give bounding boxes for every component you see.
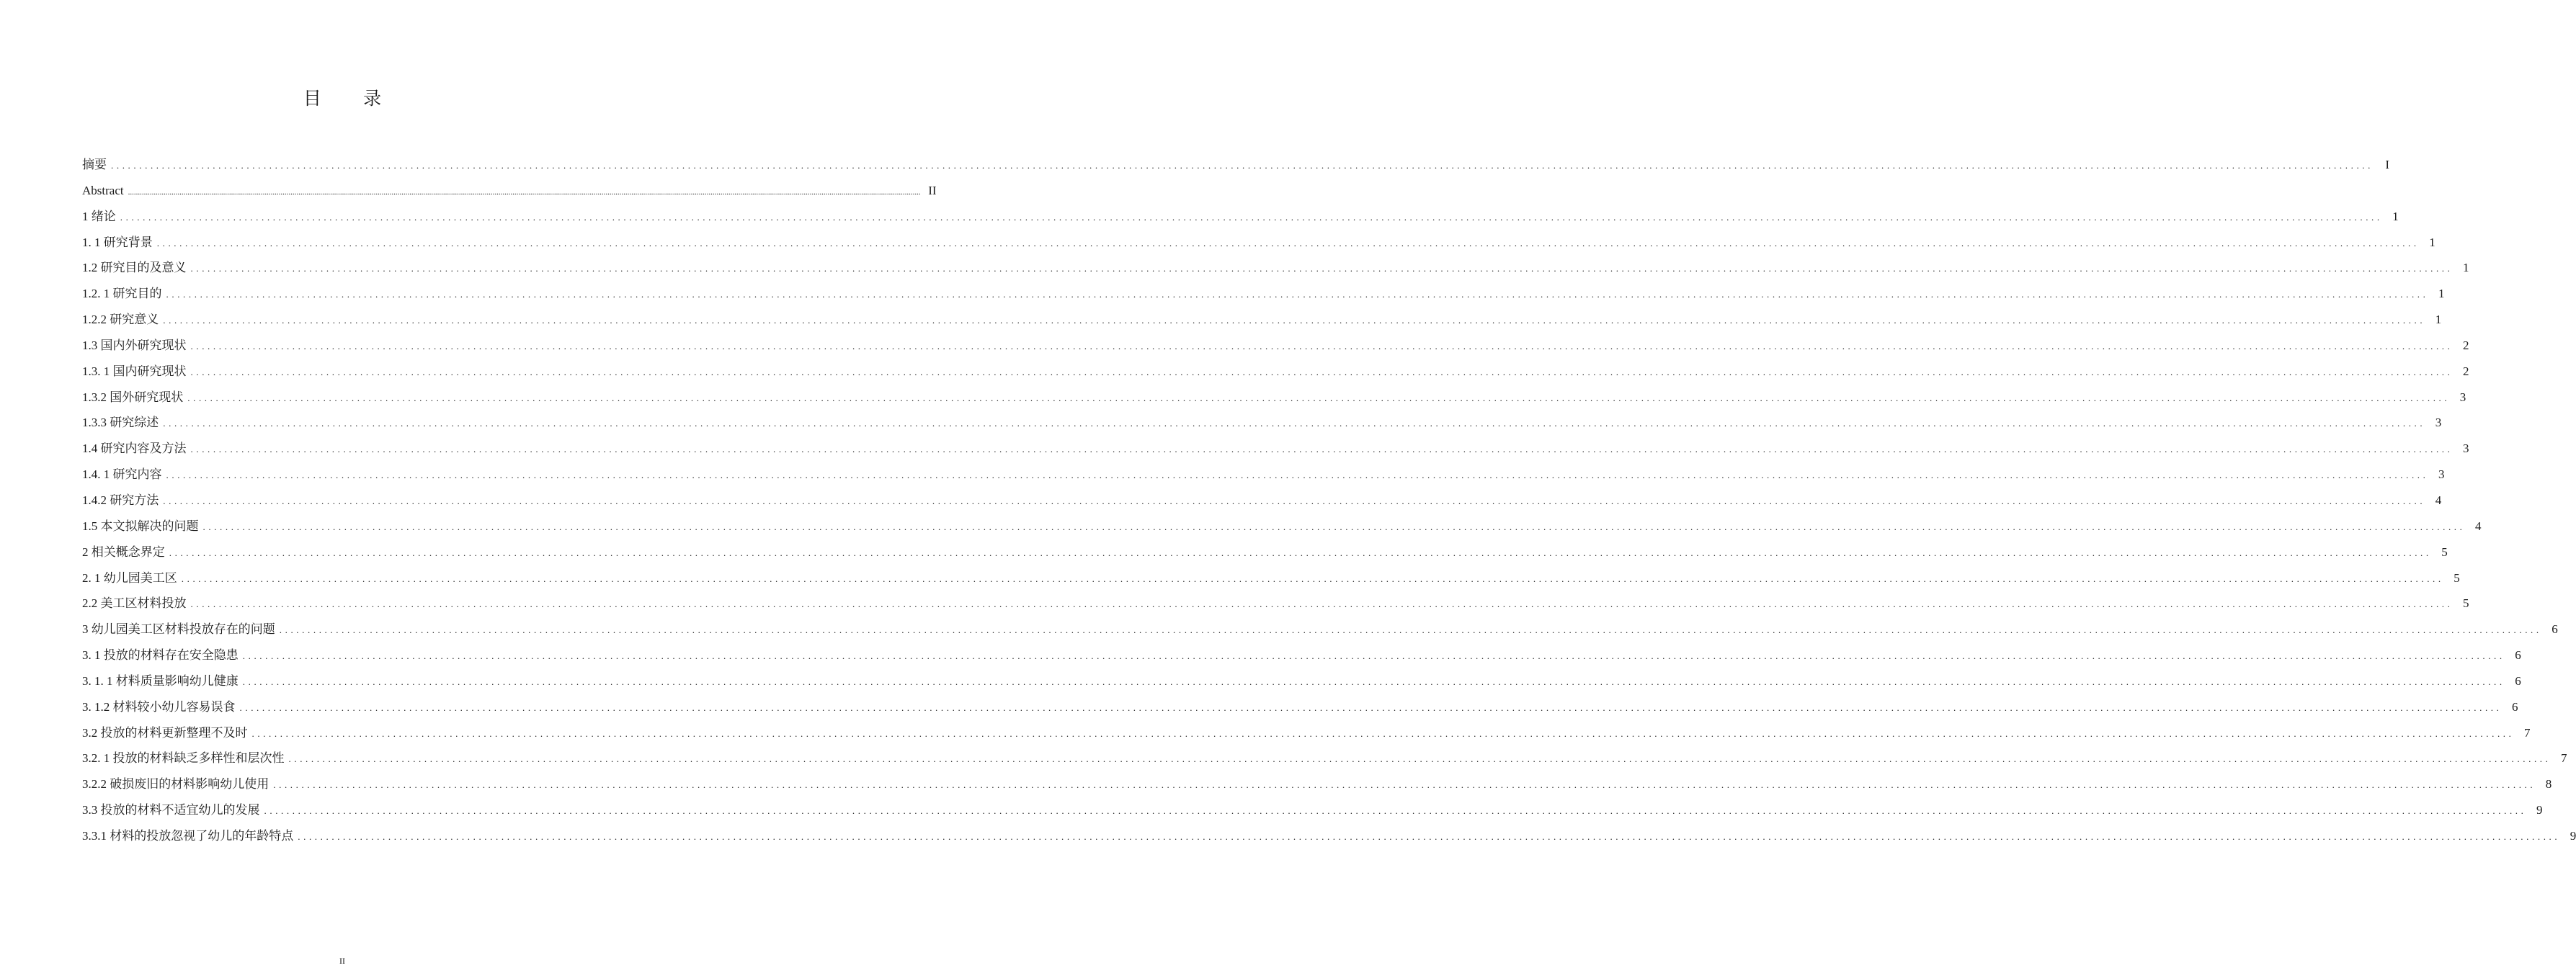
toc-entry[interactable] xyxy=(82,720,2531,746)
toc-entry[interactable] xyxy=(82,539,2448,565)
toc-entry[interactable] xyxy=(82,359,2469,385)
toc-entry-label: 3. 1 投放的材料存在安全隐患 xyxy=(82,648,239,663)
toc-entry-label: 3.3.1 材料的投放忽视了幼儿的年龄特点 xyxy=(82,828,294,843)
toc-entry-page: II xyxy=(928,183,937,197)
toc-dot-leader: ................................................................................................................................................................................................................................................................................................................................................................................................................ xyxy=(251,727,2515,739)
toc-entry[interactable] xyxy=(82,668,2521,694)
toc-entry-label: 3.2 投放的材料更新整理不及时 xyxy=(82,725,248,740)
toc-entry-page: 7 xyxy=(2561,751,2567,766)
toc-dot-leader: ................................................................................................................................................................................................................................................................................................................................................................................................................ xyxy=(273,779,2536,791)
toc-entry-label: 1.2.2 研究意义 xyxy=(82,313,159,327)
toc-entry-page: 1 xyxy=(2429,235,2435,249)
toc-entry-label: 1.3. 1 国内研究现状 xyxy=(82,364,187,378)
toc-entry-label: 1.2 研究目的及意义 xyxy=(82,261,187,275)
toc-entry-page: 6 xyxy=(2515,673,2521,688)
toc-dot-leader: ................................................................................................................................................................................................................................................................................................................................................................................................................ xyxy=(190,366,2454,377)
toc-entry-label: 1.5 本文拟解决的问题 xyxy=(82,519,199,533)
toc-entry[interactable] xyxy=(82,745,2567,771)
toc-entry-page: 6 xyxy=(2515,648,2521,663)
toc-dot-leader: ................................................................................................................................................................................................................................................................................................................................................................................................................ xyxy=(163,495,2426,506)
toc-entry[interactable] xyxy=(82,694,2518,720)
toc-entry-label: 1 绪论 xyxy=(82,209,116,223)
toc-entry[interactable] xyxy=(82,178,937,204)
toc-entry-label: 1.3.2 国外研究现状 xyxy=(82,390,184,404)
toc-entry-page: 3 xyxy=(2463,442,2469,456)
toc-entry-label: 1.2. 1 研究目的 xyxy=(82,287,162,301)
toc-entry[interactable] xyxy=(82,281,2445,307)
toc-entry[interactable] xyxy=(82,617,2558,642)
toc-entry-page: 5 xyxy=(2454,570,2460,585)
toc-entry[interactable] xyxy=(82,797,2543,823)
toc-entry-page: 6 xyxy=(2512,699,2518,714)
toc-entry-page: 3 xyxy=(2435,416,2442,430)
toc-entry-page: I xyxy=(2385,158,2389,171)
toc-entry-label: 2. 1 幼儿园美工区 xyxy=(82,570,177,585)
toc-dot-leader: ................................................................................................................................................................................................................................................................................................................................................................................................................ xyxy=(120,211,2383,223)
toc-entry-label: 3.2. 1 投放的材料缺乏多样性和层次性 xyxy=(82,751,285,766)
toc-entry-label: 3 幼儿园美工区材料投放存在的问题 xyxy=(82,622,275,637)
table-of-contents xyxy=(82,152,2576,849)
toc-dot-leader: ................................................................................................................................................................................................................................................................................................................................................................................................................ xyxy=(288,753,2552,765)
toc-dot-leader: ................................................................................................................................................................................................................................................................................................................................................................................................................ xyxy=(298,830,2561,842)
toc-entry-label: 1.4.2 研究方法 xyxy=(82,493,159,507)
toc-dot-leader: ................................................................................................................................................................................................................................................................................................................................................................................................................ xyxy=(166,470,2429,481)
toc-entry[interactable] xyxy=(82,771,2552,797)
toc-entry[interactable] xyxy=(82,565,2460,591)
toc-dot-leader: ................................................................................................................................................................................................................................................................................................................................................................................................................ xyxy=(264,805,2527,817)
toc-entry-page: 8 xyxy=(2545,777,2552,792)
toc-entry-label: 3. 1. 1 材料质量影响幼儿健康 xyxy=(82,673,239,688)
toc-dot-leader: ................................................................................................................................................................................................................................................................................................................................................................................................................ xyxy=(163,315,2426,326)
toc-entry-page: 1 xyxy=(2463,261,2469,275)
toc-dot-leader: ................................................................................................................................................................................................................................................................................................................................................................................................................ xyxy=(279,624,2542,636)
toc-entry-label: 1.4 研究内容及方法 xyxy=(82,442,187,456)
toc-entry-page: 5 xyxy=(2463,596,2469,611)
toc-entry-page: 3 xyxy=(2438,467,2445,482)
toc-entry[interactable] xyxy=(82,333,2469,359)
toc-entry[interactable] xyxy=(82,204,2399,230)
toc-entry[interactable] xyxy=(82,230,2435,256)
toc-dot-leader: ................................................................................................................................................................................................................................................................................................................................................................................................................ xyxy=(156,237,2420,248)
toc-entry-page: 1 xyxy=(2438,287,2445,301)
toc-entry[interactable] xyxy=(82,255,2469,281)
toc-entry-label: 3. 1.2 材料较小幼儿容易误食 xyxy=(82,699,236,714)
toc-entry-label: 3.3 投放的材料不适宜幼儿的发展 xyxy=(82,803,260,817)
toc-entry[interactable] xyxy=(82,591,2469,617)
toc-entry-page: 1 xyxy=(2435,313,2442,327)
toc-entry-label: 3.2.2 破损废旧的材料影响幼儿使用 xyxy=(82,777,269,792)
toc-dot-leader: ................................................................................................................................................................................................................................................................................................................................................................................................................ xyxy=(242,650,2505,662)
toc-dot-leader: ................................................................................................................................................................................................................................................................................................................................................................................................................ xyxy=(242,676,2505,687)
page-number: II xyxy=(339,956,345,966)
toc-dot-leader: ................................................................................................................................................................................................................................................................................................................................................................................................................ xyxy=(239,702,2503,713)
toc-entry-page: 7 xyxy=(2524,725,2531,740)
toc-dot-leader: ................................................................................................................................................................................................................................................................................................................................................................................................................ xyxy=(190,444,2454,455)
toc-entry-page: 5 xyxy=(2441,544,2448,559)
toc-dot-leader: ................................................................................................................................................................................................................................................................................................................................................................................................................ xyxy=(111,160,2374,171)
toc-entry-page: 9 xyxy=(2536,803,2543,817)
toc-entry-label: 摘要 xyxy=(82,158,107,171)
toc-entry[interactable] xyxy=(82,462,2445,488)
toc-entry-label: 1.3.3 研究综述 xyxy=(82,416,159,430)
toc-dot-leader: ................................................................................................................................................................................................................................................................................................................................................................................................................ xyxy=(190,340,2454,351)
toc-entry[interactable] xyxy=(82,488,2442,514)
toc-dot-leader: ................................................................................................................................................................................................................................................................................................................................................................................................................ xyxy=(190,599,2454,610)
toc-entry[interactable] xyxy=(82,385,2466,411)
toc-dot-leader: ................................................................................................................................................................................................................................................................................................................................................................................................................ xyxy=(202,521,2466,532)
toc-entry-page: 4 xyxy=(2435,493,2442,507)
toc-entry[interactable] xyxy=(82,307,2442,333)
toc-entry[interactable] xyxy=(82,152,2389,178)
toc-entry[interactable] xyxy=(82,642,2521,668)
toc-entry[interactable] xyxy=(82,823,2576,849)
toc-entry-label: 1.3 国内外研究现状 xyxy=(82,338,187,352)
toc-entry[interactable] xyxy=(82,514,2482,539)
toc-dot-leader: ................................................................................................................................................................................................................................................................................................................................................................................................................ xyxy=(181,573,2444,584)
toc-entry-label: 2.2 美工区材料投放 xyxy=(82,596,187,611)
toc-dot-leader: ................................................................................................................................................................................................................................................................................................................................................................................................................ xyxy=(187,392,2451,403)
toc-entry-page: 4 xyxy=(2475,519,2482,533)
toc-entry-page: 3 xyxy=(2459,390,2466,404)
toc-dot-leader: ................................................................................................................................................................................................................................................................................................................................................................................................................ xyxy=(169,547,2432,558)
toc-entry-label: 2 相关概念界定 xyxy=(82,544,165,559)
toc-entry-page: 9 xyxy=(2570,828,2576,843)
toc-entry-page: 6 xyxy=(2552,622,2558,637)
toc-entry-label: Abstract xyxy=(82,183,124,197)
toc-dot-leader: ................................................................................................................................................................................................................................................................................................................................................................................................................ xyxy=(128,187,921,197)
toc-dot-leader: ................................................................................................................................................................................................................................................................................................................................................................................................................ xyxy=(163,418,2426,429)
toc-entry-label: 1.4. 1 研究内容 xyxy=(82,467,162,482)
toc-entry[interactable] xyxy=(82,410,2442,436)
toc-dot-leader: ................................................................................................................................................................................................................................................................................................................................................................................................................ xyxy=(166,289,2429,300)
toc-entry-page: 2 xyxy=(2463,338,2469,352)
toc-entry-label: 1. 1 研究背景 xyxy=(82,235,153,249)
toc-entry-page: 1 xyxy=(2392,209,2399,223)
toc-dot-leader: ................................................................................................................................................................................................................................................................................................................................................................................................................ xyxy=(190,263,2454,274)
toc-entry-page: 2 xyxy=(2463,364,2469,378)
toc-entry[interactable] xyxy=(82,436,2469,462)
page-title: 目 录 xyxy=(303,89,401,109)
